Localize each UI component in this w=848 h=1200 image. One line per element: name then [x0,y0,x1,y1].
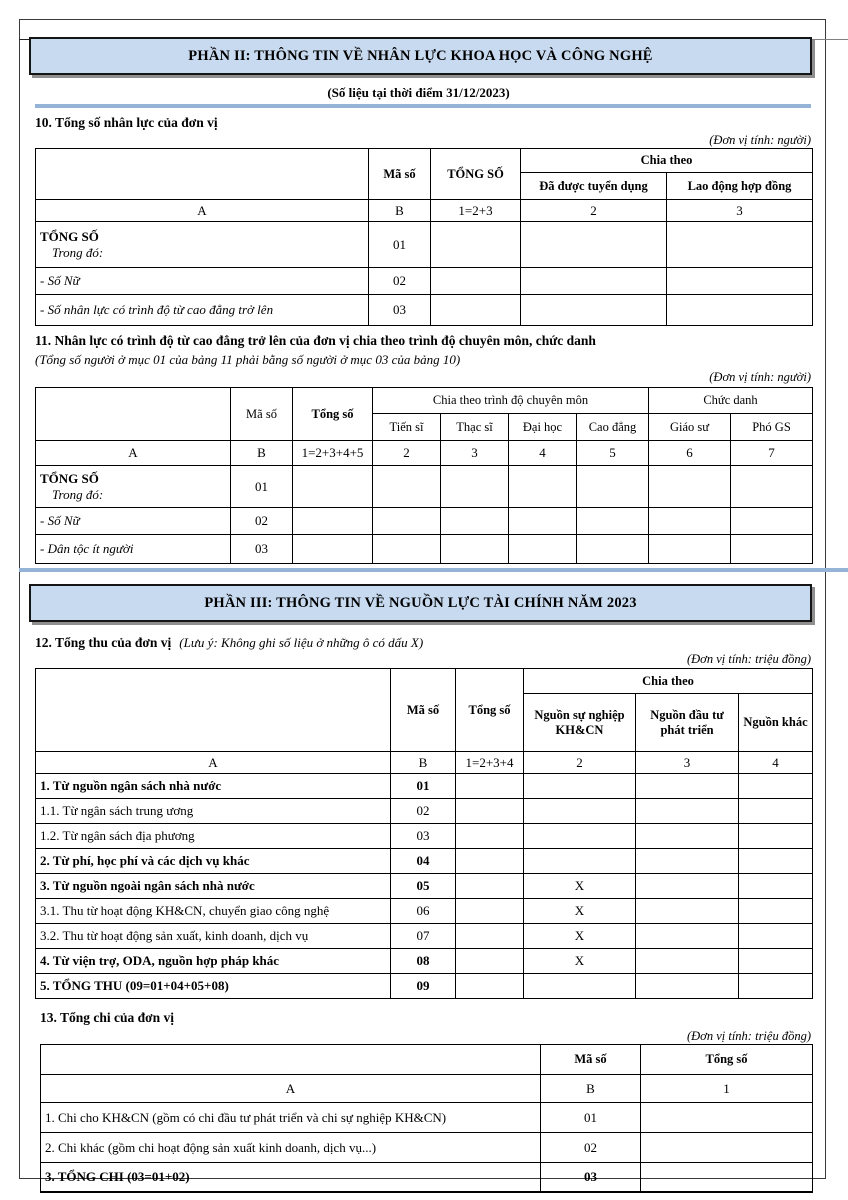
x-mark-cell: X [524,874,636,899]
key-cell: A [36,200,369,222]
data-cell [641,1103,813,1133]
t11-col-giao-su: Giáo sư [649,414,731,441]
data-cell [524,774,636,799]
code-cell: 02 [231,508,293,535]
data-cell [641,1133,813,1163]
key-cell: 3 [441,441,509,466]
key-cell: 2 [521,200,667,222]
data-cell [524,849,636,874]
key-cell: 2 [373,441,441,466]
row-label: 1. Chi cho KH&CN (gồm có chi đầu tư phát triển và chi sự nghiệp KH&CN) [41,1103,541,1133]
section12-title-line [35,634,423,652]
row-label: 3.1. Thu từ hoạt động KH&CN, chuyển giao công nghệ [36,899,391,924]
data-cell [456,949,524,974]
data-cell [521,268,667,295]
data-cell [431,222,521,268]
code-cell: 04 [391,849,456,874]
x-mark-cell: X [524,949,636,974]
t10-col-hop-dong: Lao động hợp đồng [667,173,813,200]
key-cell: A [36,752,391,774]
row-sublabel: Trong đó: [52,244,104,260]
section12-title: 12. Tổng thu của đơn vị [35,635,172,650]
code-cell: 05 [391,874,456,899]
data-cell [456,899,524,924]
row-label: 4. Từ viện trợ, ODA, nguồn hợp pháp khác [36,949,391,974]
data-cell [649,535,731,564]
data-cell [636,924,739,949]
code-cell: 03 [541,1163,641,1192]
t10-col-ma-so: Mã số [369,149,431,200]
data-cell [731,508,813,535]
t11-col-ma-so: Mã số [231,388,293,441]
data-cell [373,535,441,564]
t11-col-cao-dang: Cao đẳng [577,414,649,441]
key-cell: 4 [509,441,577,466]
t11-stub-cell [36,388,231,441]
divider-rule-middle [19,568,848,572]
code-cell: 01 [541,1103,641,1133]
x-mark-cell: X [524,899,636,924]
row-label: - Dân tộc ít người [36,535,231,564]
code-cell: 09 [391,974,456,999]
data-cell [739,799,813,824]
frame-connector-right [812,39,848,40]
data-cell [373,466,441,508]
data-cell [649,508,731,535]
data-cell [636,799,739,824]
data-cell [739,924,813,949]
code-cell: 03 [391,824,456,849]
code-cell: 03 [231,535,293,564]
code-cell: 02 [369,268,431,295]
data-cell [577,535,649,564]
key-cell: A [41,1075,541,1103]
table-row [36,149,813,173]
table-row [36,388,813,414]
code-cell: 07 [391,924,456,949]
data-cell [441,535,509,564]
data-cell [739,774,813,799]
table-10-nhan-luc [35,148,812,326]
table-13 [40,1044,813,1193]
data-cell [739,849,813,874]
row-label: 3. TỔNG CHI (03=01+02) [41,1163,541,1192]
data-cell [456,924,524,949]
row-label: 2. Chi khác (gồm chi hoạt động sản xuất kinh doanh, dịch vụ...) [41,1133,541,1163]
row-label: TỔNG SỐ [40,471,99,487]
t10-group-chia-theo: Chia theo [521,149,813,173]
key-cell: A [36,441,231,466]
table-row [36,824,813,849]
table-row [36,508,813,535]
data-cell [577,466,649,508]
row-label: - Số Nữ [36,268,369,295]
t12-col-su-nghiep: Nguồn sự nghiệp KH&CN [524,694,636,752]
t13-stub-cell [41,1045,541,1075]
table-12 [35,668,813,999]
key-cell: 1=2+3 [431,200,521,222]
row-label: 2. Từ phí, học phí và các dịch vụ khác [36,849,391,874]
column-key-row [36,441,813,466]
divider-rule-top [35,104,811,108]
table-row [36,774,813,799]
data-cell [509,508,577,535]
t12-col-khac: Nguồn khác [739,694,813,752]
table-row [36,949,813,974]
table-row [36,799,813,824]
table-13-tong-chi [40,1044,812,1193]
section11-title: 11. Nhân lực có trình độ từ cao đẳng trở lên của đơn vị chia theo trình độ chuyên môn, chức danh [35,333,596,348]
data-cell [667,268,813,295]
code-cell: 01 [369,222,431,268]
row-label: 5. TỔNG THU (09=01+04+05+08) [36,974,391,999]
data-cell [636,974,739,999]
t10-col-tong-so: TỔNG SỐ [431,149,521,200]
data-cell [667,295,813,326]
data-cell [456,849,524,874]
table-row [36,535,813,564]
data-cell [636,949,739,974]
key-cell: B [231,441,293,466]
key-cell: 6 [649,441,731,466]
section10-unit-note: (Đơn vị tính: người) [709,133,811,147]
data-cell [731,466,813,508]
row-label: 3.2. Thu từ hoạt động sản xuất, kinh doanh, dịch vụ [36,924,391,949]
code-cell: 02 [541,1133,641,1163]
code-cell: 06 [391,899,456,924]
key-cell: 3 [636,752,739,774]
section11-unit-note: (Đơn vị tính: người) [709,370,811,384]
t11-group-trinh-do: Chia theo trình độ chuyên môn [373,388,649,414]
table-row [36,466,813,508]
data-cell [739,824,813,849]
data-cell [524,824,636,849]
key-cell: 2 [524,752,636,774]
frame-connector-left [19,39,29,40]
key-cell: 4 [739,752,813,774]
section13-title: 13. Tổng chi của đơn vị [40,1010,175,1025]
table-row [41,1133,813,1163]
section10-title: 10. Tổng số nhân lực của đơn vị [35,115,218,130]
code-cell: 03 [369,295,431,326]
row-label: 3. Từ nguồn ngoài ngân sách nhà nước [36,874,391,899]
column-key-row [41,1075,813,1103]
section13-unit-note: (Đơn vị tính: triệu đồng) [686,1029,811,1043]
t10-col-tuyen-dung: Đã được tuyển dụng [521,173,667,200]
table-row [36,874,813,899]
table-row [36,669,813,694]
row-label: 1.2. Từ ngân sách địa phương [36,824,391,849]
key-cell: 7 [731,441,813,466]
data-cell [524,974,636,999]
t11-col-dai-hoc: Đại học [509,414,577,441]
data-cell [521,222,667,268]
data-cell [739,874,813,899]
table-row [36,295,813,326]
t12-stub-cell [36,669,391,752]
code-cell: 02 [391,799,456,824]
data-cell [521,295,667,326]
section12-note: (Lưu ý: Không ghi số liệu ở những ô có dấu X) [179,635,424,650]
table-row [36,849,813,874]
data-cell [739,899,813,924]
table-11-trinh-do [35,387,812,564]
data-cell [649,466,731,508]
table-row [36,222,813,268]
data-cell [293,466,373,508]
table-row [41,1103,813,1133]
data-cell [739,949,813,974]
row-sublabel: Trong đó: [52,486,104,502]
part2-title: PHẦN II: THÔNG TIN VỀ NHÂN LỰC KHOA HỌC VÀ CÔNG NGHỆ [188,47,653,64]
data-cell [373,508,441,535]
data-cell [456,824,524,849]
t11-col-tien-si: Tiến sĩ [373,414,441,441]
code-cell: 08 [391,949,456,974]
key-cell: 5 [577,441,649,466]
data-cell [509,535,577,564]
key-cell: 1=2+3+4+5 [293,441,373,466]
data-cell [509,466,577,508]
table-12-tong-thu [35,668,812,999]
table-row [36,899,813,924]
data-cell [441,466,509,508]
t12-col-tong-so: Tổng số [456,669,524,752]
row-label: - Số nhân lực có trình độ từ cao đẳng trở lên [36,295,369,326]
label-cell [36,222,369,268]
section11-note: (Tổng số người ở mục 01 của bảng 11 phải bằng số người ở mục 03 của bảng 10) [35,352,461,367]
key-cell: B [391,752,456,774]
data-cell [456,874,524,899]
data-cell [456,974,524,999]
row-label: TỔNG SỐ [40,229,99,245]
key-cell: B [541,1075,641,1103]
t11-group-chuc-danh: Chức danh [649,388,813,414]
key-cell: 3 [667,200,813,222]
row-label: 1. Từ nguồn ngân sách nhà nước [36,774,391,799]
code-cell: 01 [391,774,456,799]
data-cell [293,535,373,564]
t11-col-thac-si: Thạc sĩ [441,414,509,441]
key-cell: 1=2+3+4 [456,752,524,774]
data-cell [431,268,521,295]
data-cell [441,508,509,535]
data-cell [636,824,739,849]
part2-subtitle: (Số liệu tại thời điểm 31/12/2023) [327,85,510,100]
table-row [36,268,813,295]
data-cell [636,874,739,899]
t12-col-dau-tu: Nguồn đầu tư phát triển [636,694,739,752]
data-cell [636,899,739,924]
data-cell [731,535,813,564]
t11-col-tong-so: Tổng số [293,388,373,441]
t10-stub-cell [36,149,369,200]
row-label: - Số Nữ [36,508,231,535]
t13-col-tong-so: Tổng số [641,1045,813,1075]
t12-group-chia-theo: Chia theo [524,669,813,694]
data-cell [431,295,521,326]
part2-header-banner [29,37,812,75]
row-label: 1.1. Từ ngân sách trung ương [36,799,391,824]
data-cell [293,508,373,535]
column-key-row [36,752,813,774]
key-cell: 1 [641,1075,813,1103]
table-11 [35,387,813,564]
label-cell [36,466,231,508]
table-row [41,1045,813,1075]
table-row [41,1163,813,1192]
key-cell: B [369,200,431,222]
table-row [36,974,813,999]
code-cell: 01 [231,466,293,508]
data-cell [524,799,636,824]
data-cell [636,849,739,874]
t12-col-ma-so: Mã số [391,669,456,752]
table-10 [35,148,813,326]
part3-header-banner [29,584,812,622]
data-cell [456,774,524,799]
section12-unit-note: (Đơn vị tính: triệu đồng) [686,652,811,666]
table-row [36,924,813,949]
column-key-row [36,200,813,222]
data-cell [641,1163,813,1192]
t11-col-pho-gs: Phó GS [731,414,813,441]
part3-title: PHẦN III: THÔNG TIN VỀ NGUỒN LỰC TÀI CHÍNH NĂM 2023 [204,594,637,611]
data-cell [739,974,813,999]
data-cell [577,508,649,535]
data-cell [456,799,524,824]
data-cell [636,774,739,799]
x-mark-cell: X [524,924,636,949]
data-cell [667,222,813,268]
t13-col-ma-so: Mã số [541,1045,641,1075]
